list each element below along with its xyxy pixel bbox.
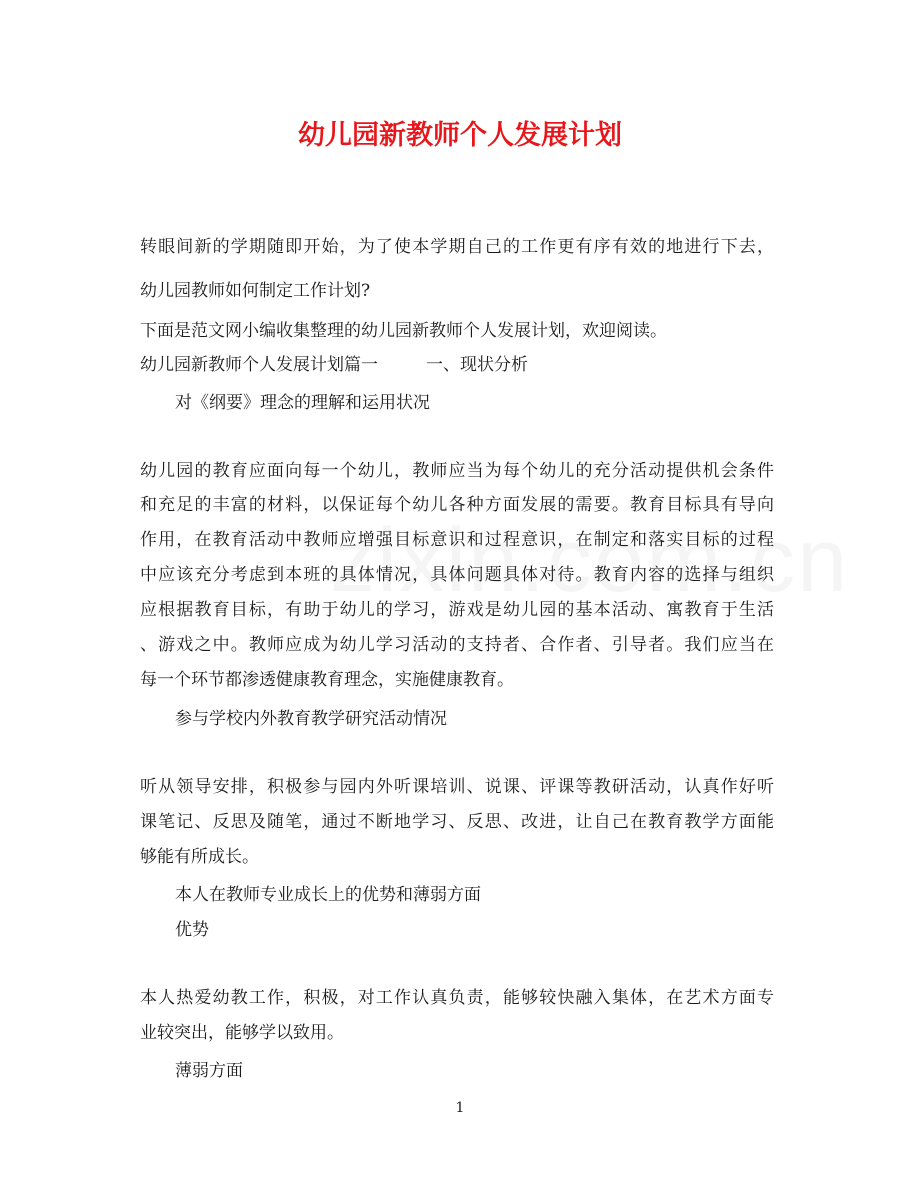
paragraph-line: 中应该充分考虑到本班的具体情况，具体问题具体对待。教育内容的选择与组织: [140, 565, 774, 585]
paragraph-line: 作用，在教育活动中教师应增强目标意识和过程意识，在制定和落实目标的过程: [140, 530, 774, 550]
section-heading: 幼儿园新教师个人发展计划篇一: [140, 355, 378, 375]
paragraph-line: 、游戏之中。教师应成为幼儿学习活动的支持者、合作者、引导者。我们应当在: [140, 635, 774, 655]
page-number: 1: [455, 1100, 465, 1116]
subheading-weaknesses: 薄弱方面: [175, 1061, 243, 1081]
subsection-heading: 一、现状分析: [426, 355, 528, 375]
subheading-gangyao: 对《纲要》理念的理解和运用状况: [175, 393, 430, 413]
intro-line-3: 下面是范文网小编收集整理的幼儿园新教师个人发展计划，欢迎阅读。: [140, 321, 667, 341]
paragraph-line: 够能有所成长。: [140, 847, 259, 867]
paragraph-line: 每一个环节都渗透健康教育理念，实施健康教育。: [140, 670, 514, 690]
subheading-strengths-weaknesses: 本人在教师专业成长上的优势和薄弱方面: [175, 885, 481, 905]
paragraph-line: 听从领导安排，积极参与园内外听课培训、说课、评课等教研活动，认真作好听: [140, 777, 774, 797]
intro-line-1: 转眼间新的学期随即开始，为了使本学期自己的工作更有序有效的地进行下去，: [140, 237, 774, 257]
paragraph-line: 和充足的丰富的材料，以保证每个幼儿各种方面发展的需要。教育目标具有导向: [140, 495, 774, 515]
subheading-strengths: 优势: [175, 920, 209, 940]
subheading-research: 参与学校内外教育教学研究活动情况: [175, 709, 447, 729]
intro-line-2: 幼儿园教师如何制定工作计划?: [140, 281, 371, 301]
paragraph-line: 本人热爱幼教工作，积极，对工作认真负责，能够较快融入集体，在艺术方面专: [140, 988, 774, 1008]
paragraph-line: 应根据教育目标，有助于幼儿的学习，游戏是幼儿园的基本活动、寓教育于生活: [140, 600, 774, 620]
paragraph-line: 幼儿园的教育应面向每一个幼儿，教师应当为每个幼儿的充分活动提供机会条件: [140, 461, 774, 481]
paragraph-line: 课笔记、反思及随笔，通过不断地学习、反思、改进，让自己在教育教学方面能: [140, 812, 774, 832]
paragraph-line: 业较突出，能够学以致用。: [140, 1023, 344, 1043]
section-heading-line: [140, 352, 780, 378]
document-title: 幼儿园新教师个人发展计划: [298, 120, 622, 151]
